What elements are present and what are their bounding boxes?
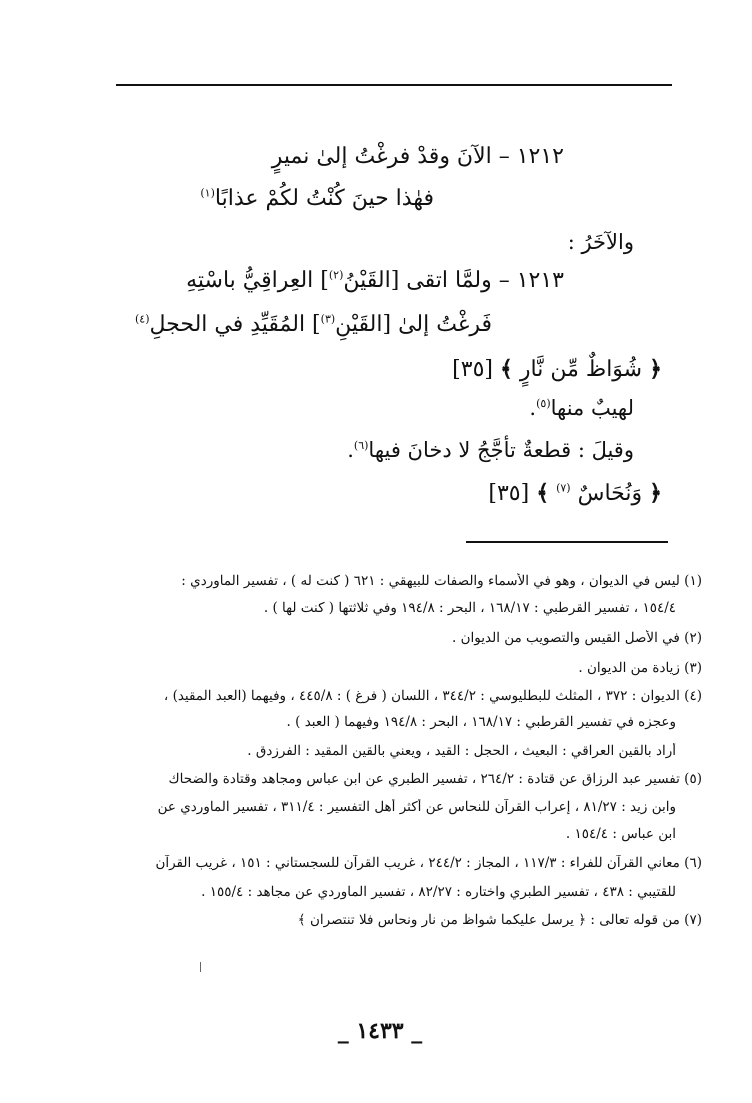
quran-text: وَنُحَاسٌ: [577, 481, 643, 506]
footnote-ref: (٧): [556, 481, 571, 495]
period: .: [347, 438, 354, 462]
verse-reference: [٣٥]: [452, 357, 493, 382]
quran-open-bracket: ﴿: [649, 356, 662, 382]
footnote-separator: [466, 541, 668, 543]
quran-quote-1: [452, 356, 662, 383]
footnote-1: (١) ليس في الديوان ، وهو في الأسماء والصفات للبيهقي : ٦٢١ ( كنت له ) ، تفسير الماوردي :: [181, 573, 702, 589]
footnote-4-cont: وعجزه في تفسير القرطبي : ١٦٨/١٧ ، البحر : ١٩٤/٨ وفيهما ( العبد ) .: [286, 714, 676, 730]
verse-1212-second-hemistich: [200, 186, 434, 212]
quran-text: شُوَاظٌ مِّن نَّارٍ: [519, 357, 643, 382]
verse-1213-second-hemistich: [135, 312, 492, 338]
verse-reference: [٣٥]: [488, 481, 530, 506]
lahib-line: [529, 396, 634, 421]
intro-text: والآخَرُ :: [567, 230, 634, 254]
footnote-ref: (١): [200, 186, 215, 200]
verse-text: ١٢١٣ – ولمَّا اتقى [القَيْنُ: [343, 268, 564, 293]
footnote-6: (٦) معاني القرآن للفراء : ١١٧/٣ ، المجاز : ٢٤٤/٢ ، غريب القرآن للسجستاني : ١٥١ ، غريب القرآن: [155, 855, 702, 871]
footnote-ref: (٦): [353, 439, 369, 452]
verse-text: فهٰذا حينَ كُنْتُ لكُمْ عذابًا: [214, 186, 434, 211]
intro-line: [568, 230, 634, 255]
footnote-6-cont: للقتيبي : ٤٣٨ ، تفسير الطبري واختاره : ٨٢/٢٧ ، تفسير الماوردي عن مجاهد : ١٥٥/٤ .: [201, 884, 676, 900]
quran-open-bracket: ﴿: [649, 480, 662, 506]
verse-1213-first-hemistich: [186, 268, 564, 294]
quran-close-bracket: ﴾: [499, 356, 513, 382]
footnote-ref: (٣): [320, 312, 336, 326]
period: .: [529, 396, 537, 420]
verse-text: ١٢١٢ – الآنَ وقدْ فرغْتُ إلىٰ نميرٍ: [271, 144, 564, 169]
qil-line: [347, 438, 634, 463]
footnote-ref: (٤): [134, 312, 150, 326]
quran-quote-2: [488, 480, 662, 507]
verse-text-cont: ] العِراقِيُّ باسْتِهِ: [186, 268, 329, 293]
footnote-5-cont: وابن زيد : ٨١/٢٧ ، إعراب القرآن للنحاس عن أكثر أهل التفسير : ٣١١/٤ ، تفسير الماوردي عن: [157, 799, 676, 815]
quran-close-bracket: ﴾: [536, 480, 550, 506]
footnote-5-cont-2: ابن عباس : ١٥٤/٤ .: [565, 826, 676, 842]
qil-text: وقيلَ : قطعةٌ تأجَّجُ لا دخانَ فيها: [368, 438, 634, 462]
footnote-7: (٧) من قوله تعالى : ﴿ يرسل عليكما شواظ من نار ونحاس فلا تنتصران ﴾: [297, 912, 702, 928]
footnote-1-cont: ١٥٤/٤ ، تفسير القرطبي : ١٦٨/١٧ ، البحر : ١٩٤/٨ وفي ثلاثتها ( كنت لها ) .: [263, 600, 676, 616]
lahib-text: لهيبٌ منها: [550, 396, 634, 420]
footnote-2: (٢) في الأصل القيس والتصويب من الديوان .: [452, 630, 702, 646]
scan-speck: [200, 962, 201, 972]
footnote-4-note: أراد بالقين العراقي : البعيث ، الحجل : القيد ، ويعني بالقين المقيد : الفرزدق .: [247, 743, 676, 759]
footnote-ref: (٢): [328, 268, 344, 282]
top-rule: [116, 84, 672, 86]
verse-text-cont: ] المُقَيِّدِ في الحجلِ: [149, 312, 321, 337]
footnote-ref: (٥): [536, 397, 551, 410]
verse-text: فَرغْتُ إلىٰ [القَيْنِ: [335, 312, 492, 337]
footnote-3: (٣) زيادة من الديوان .: [578, 660, 702, 676]
footnote-5: (٥) تفسير عبد الرزاق عن قتادة : ٢٦٤/٢ ، تفسير الطبري عن ابن عباس ومجاهد وقتادة والضحاك: [168, 771, 702, 787]
verse-1212-first-hemistich: [272, 144, 564, 170]
page-number: _ ١٤٣٣ _: [337, 1018, 423, 1044]
footnote-4: (٤) الديوان : ٣٧٢ ، المثلث للبطليوسي : ٣٤٤/٢ ، اللسان ( فرغ ) : ٤٤٥/٨ ، وفيهما (العبد المقيد) ،: [163, 688, 702, 704]
